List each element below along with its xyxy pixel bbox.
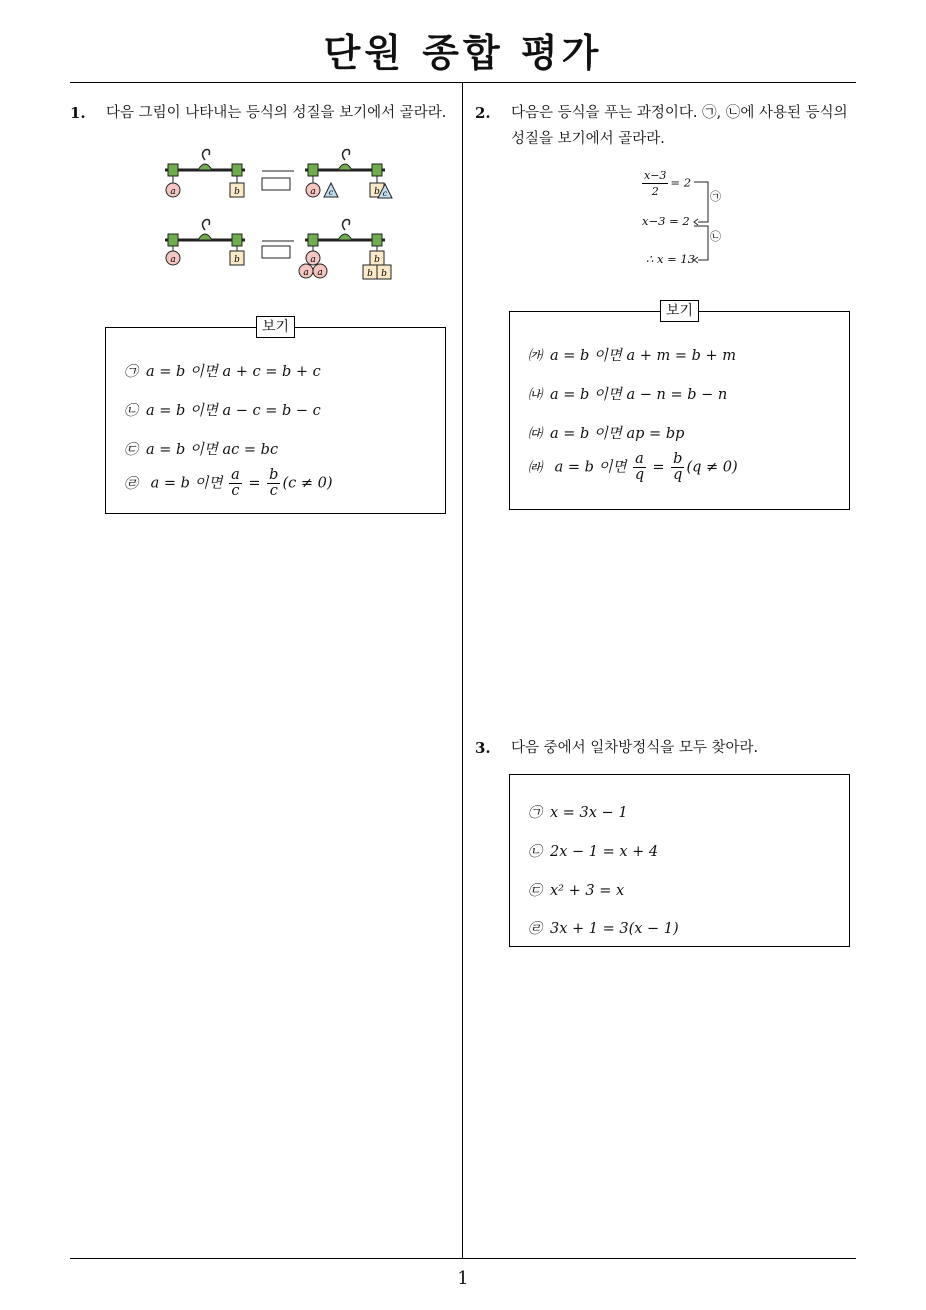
question-number: 3. xyxy=(475,739,491,757)
example-item xyxy=(124,360,321,381)
step-3: ∴ x = 13 xyxy=(646,252,696,266)
weight-b-label: b xyxy=(381,269,387,279)
item-expression: a = b 이면 a − n = b − n xyxy=(550,387,728,403)
option-item xyxy=(528,841,658,861)
question-text: 다음 그림이 나타내는 등식의 성질을 보기에서 골라라. xyxy=(106,105,447,121)
fraction xyxy=(671,452,684,483)
denominator: q xyxy=(634,467,645,483)
box-label: 보기 xyxy=(256,316,295,338)
item-expression: a = b 이면 ap = bp xyxy=(550,426,685,442)
item-marker: ㈑ xyxy=(528,459,542,476)
example-item xyxy=(124,399,321,420)
solution-steps xyxy=(640,168,740,270)
item-expression: a = b 이면 a + m = b + m xyxy=(550,348,737,364)
question-number: 2. xyxy=(475,104,491,122)
top-rule xyxy=(70,82,856,83)
item-marker: ㉢ xyxy=(528,883,542,899)
bottom-rule xyxy=(70,1258,856,1259)
denominator: c xyxy=(231,483,240,499)
item-expression: a = b 이면 ac = bc xyxy=(146,442,279,458)
item-expression: 2x − 1 = x + 4 xyxy=(550,844,659,860)
item-marker: ㉢ xyxy=(124,442,138,458)
weight-c-label: c xyxy=(382,189,388,198)
box-label: 보기 xyxy=(660,300,699,322)
example-box-1 xyxy=(105,319,446,514)
weight-a-label: a xyxy=(170,187,176,197)
weight-a-label: a xyxy=(170,255,176,265)
example-item xyxy=(528,383,727,404)
item-marker: ㉠ xyxy=(124,364,138,380)
weight-b-label: b xyxy=(374,255,380,265)
example-item xyxy=(124,468,333,499)
fraction xyxy=(267,468,280,499)
question-2 xyxy=(475,100,865,156)
weight-b-label: b xyxy=(374,187,380,197)
step-mark-1: ㉠ xyxy=(710,190,721,203)
step-1 xyxy=(640,168,691,199)
item-marker: ㉠ xyxy=(528,805,542,821)
question-text: 다음 중에서 일차방정식을 모두 찾아라. xyxy=(511,740,759,756)
option-item xyxy=(528,918,679,938)
item-marker: ㉡ xyxy=(528,844,542,860)
example-item xyxy=(528,452,738,483)
answer-blank xyxy=(262,246,290,258)
numerator: x−3 xyxy=(644,169,667,182)
weight-a-label: a xyxy=(317,268,323,278)
item-marker: ㈐ xyxy=(528,426,542,442)
example-item xyxy=(528,422,684,443)
weight-a-label: a xyxy=(310,187,316,197)
step-mark-2: ㉡ xyxy=(710,230,721,243)
question-3 xyxy=(475,735,865,765)
item-marker: ㉣ xyxy=(124,475,138,492)
condition: (q ≠ 0) xyxy=(686,459,738,476)
answer-blank xyxy=(262,178,290,190)
item-marker: ㉡ xyxy=(124,403,138,419)
equals-sign: = xyxy=(652,459,665,476)
option-item xyxy=(528,802,628,822)
fraction xyxy=(229,468,242,499)
weight-b-label: b xyxy=(234,255,240,265)
equals-sign: = xyxy=(248,475,261,492)
option-item xyxy=(528,880,624,900)
numerator: b xyxy=(269,467,279,483)
question-1 xyxy=(70,100,460,130)
item-expression: x² + 3 = x xyxy=(550,883,625,899)
options-box-3 xyxy=(509,774,850,947)
weight-a-label: a xyxy=(303,268,309,278)
condition: (c ≠ 0) xyxy=(282,475,333,492)
item-expression: 3x + 1 = 3(x − 1) xyxy=(550,921,679,937)
weight-c-label: c xyxy=(328,188,334,197)
balance-figure xyxy=(160,140,400,285)
question-number: 1. xyxy=(70,104,86,122)
item-expression: a = b 이면 a − c = b − c xyxy=(146,403,321,419)
item-expression: a = b 이면 a + c = b + c xyxy=(146,364,321,380)
question-text: 다음은 등식을 푸는 과정이다. ㉠, ㉡에 사용된 등식의 xyxy=(511,105,848,121)
column-divider xyxy=(462,83,463,1258)
example-item xyxy=(124,438,278,459)
item-expression: a = b 이면 xyxy=(150,475,223,492)
item-marker: ㈎ xyxy=(528,348,542,364)
numerator: a xyxy=(635,451,644,467)
example-item xyxy=(528,344,736,365)
item-expression: a = b 이면 xyxy=(554,459,627,476)
step-2: x−3 = 2 xyxy=(642,214,690,228)
example-box-2 xyxy=(509,303,850,510)
weight-b-label: b xyxy=(234,187,240,197)
denominator: q xyxy=(673,467,683,483)
question-text-line-2: 성질을 보기에서 골라라. xyxy=(511,131,665,147)
item-marker: ㉣ xyxy=(528,921,542,937)
item-marker: ㈏ xyxy=(528,387,542,403)
numerator: b xyxy=(673,451,683,467)
weight-a-label: a xyxy=(310,255,316,265)
page-number: 1 xyxy=(457,1268,469,1289)
denominator: c xyxy=(269,483,278,499)
page-title: 단원 종합 평가 xyxy=(323,31,603,75)
step-1-rhs: = 2 xyxy=(670,175,692,190)
weight-b-label: b xyxy=(367,269,373,279)
numerator: a xyxy=(231,467,240,483)
item-expression: x = 3x − 1 xyxy=(550,805,628,821)
fraction xyxy=(633,452,646,483)
denominator: 2 xyxy=(651,185,659,198)
